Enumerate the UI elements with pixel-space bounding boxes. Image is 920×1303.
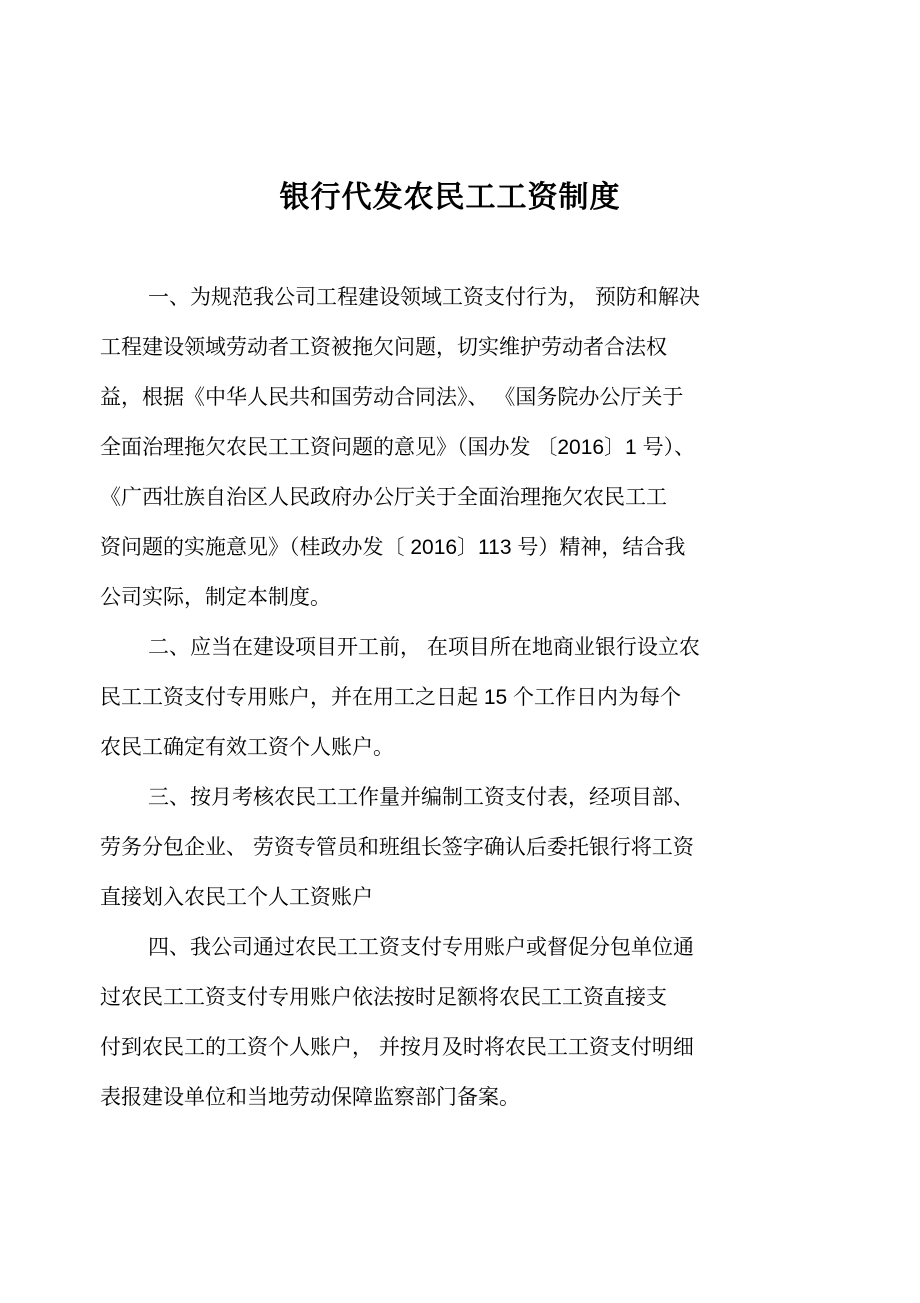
text-line: 工程建设领域劳动者工资被拖欠问题，切实维护劳动者合法权 [100, 336, 667, 359]
text-line: 全面治理拖欠农民工工资问题的意见》（国办发 〔2016〕1 号）、 [100, 436, 696, 459]
text-line: 一、为规范我公司工程建设领域工资支付行为， 预防和解决 [148, 286, 700, 309]
text-line: 二、应当在建设项目开工前， 在项目所在地商业银行设立农 [148, 636, 700, 659]
text-line: 公司实际，制定本制度。 [100, 586, 331, 609]
text-line: 过农民工工资支付专用账户依法按时足额将农民工工资直接支 [100, 986, 667, 1009]
document-title: 银行代发农民工工资制度 [279, 181, 621, 214]
text-line: 农民工确定有效工资个人账户。 [100, 736, 394, 759]
text-line: 四、我公司通过农民工工资支付专用账户或督促分包单位通 [148, 936, 694, 959]
text-line: 益，根据《中华人民共和国劳动合同法》、 《国务院办公厅关于 [100, 386, 684, 409]
text-line: 民工工资支付专用账户，并在用工之日起 15 个工作日内为每个 [100, 686, 682, 709]
document-body [100, 273, 820, 1123]
text-line: 直接划入农民工个人工资账户 [100, 886, 373, 909]
text-line: 表报建设单位和当地劳动保障监察部门备案。 [100, 1086, 520, 1109]
text-line: 三、按月考核农民工工作量并编制工资支付表，经项目部、 [148, 786, 694, 809]
text-line: 《广西壮族自治区人民政府办公厅关于全面治理拖欠农民工工 [100, 486, 667, 509]
text-line: 付到农民工的工资个人账户， 并按月及时将农民工工资支付明细 [100, 1036, 694, 1059]
text-line: 劳务分包企业、 劳资专管员和班组长签字确认后委托银行将工资 [100, 836, 694, 859]
text-line: 资问题的实施意见》（桂政办发〔 2016〕113 号）精神，结合我 [100, 536, 686, 559]
